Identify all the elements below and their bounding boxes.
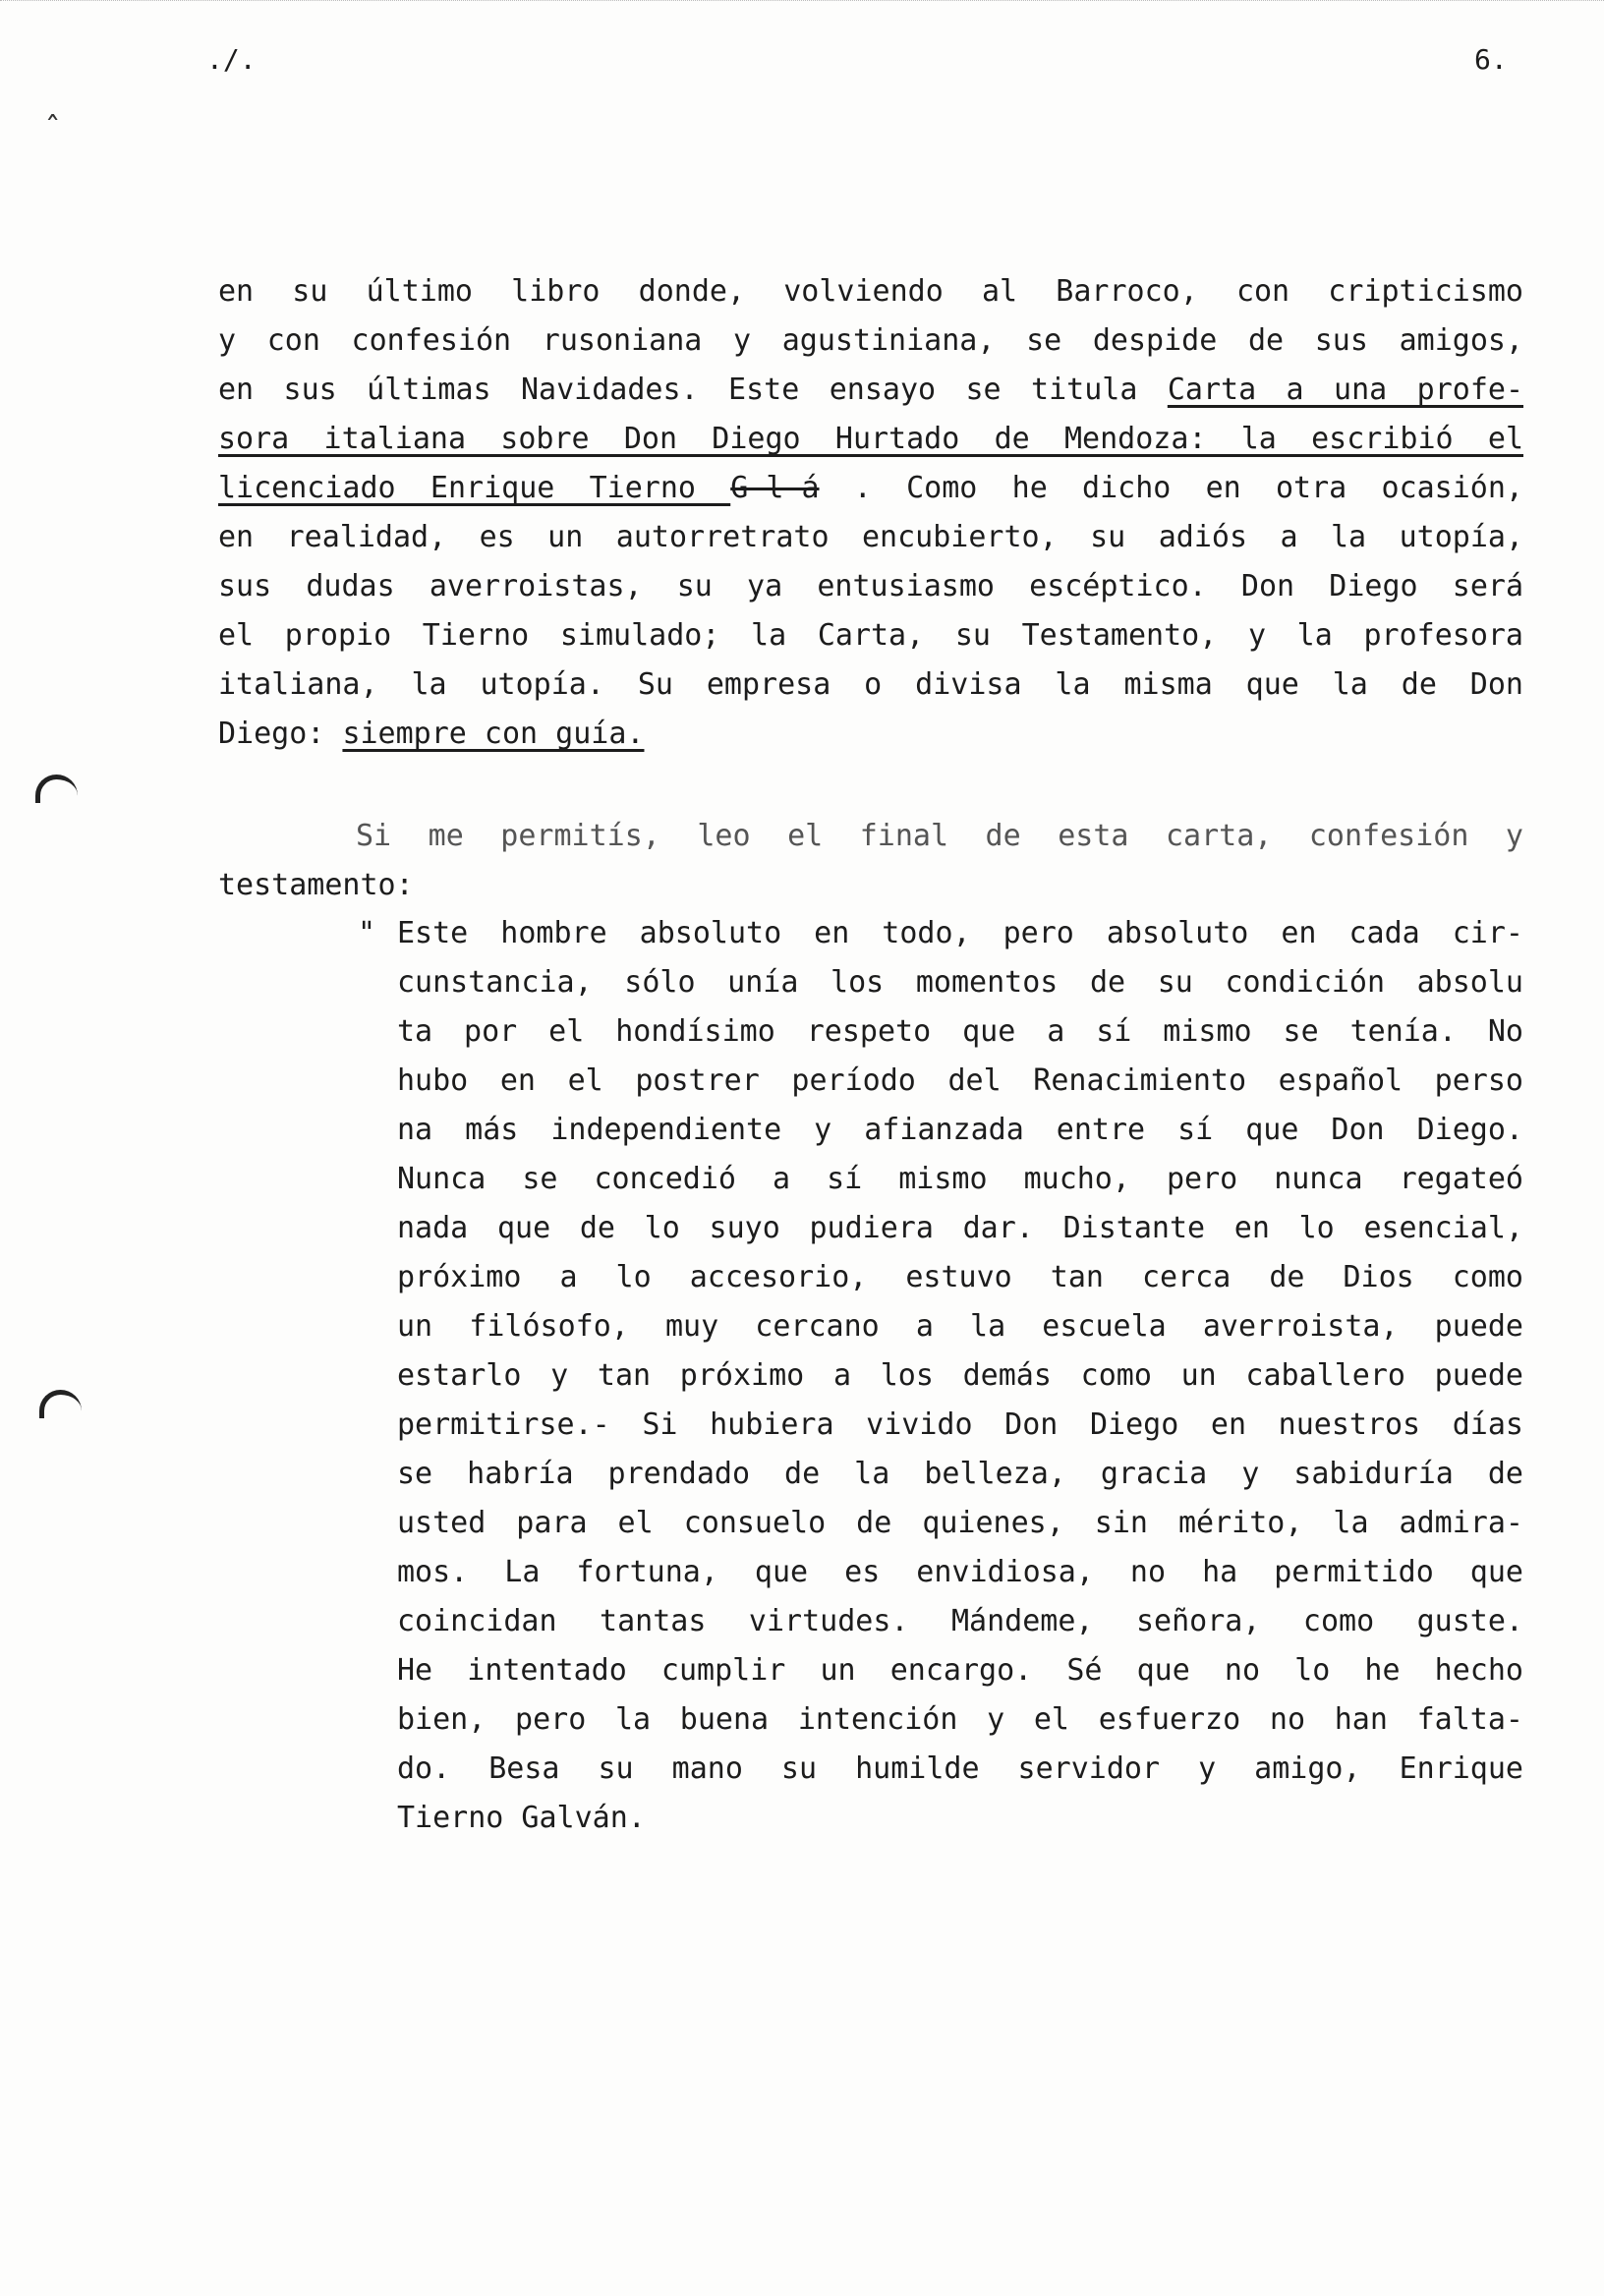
motto: siempre con guía. bbox=[342, 717, 645, 751]
text-line: el propio Tierno simulado; la Carta, su Testamento, y la profesora bbox=[218, 618, 1523, 653]
text-line: en su último libro donde, volviendo al Barroco, con cripticismo bbox=[218, 274, 1523, 309]
quote-line: Este hombre absoluto en todo, pero absoluto en cada cir- bbox=[397, 916, 1523, 950]
quote-line: na más independiente y afianzada entre sí que Don Diego. bbox=[397, 1113, 1523, 1147]
quote-line: nada que de lo suyo pudiera dar. Distante en lo esencial, bbox=[397, 1211, 1523, 1245]
continuation-mark: ./. bbox=[206, 43, 257, 76]
quote-line: cunstancia, sólo unía los momentos de su condición absolu bbox=[397, 965, 1523, 1000]
margin-mark: ˆ bbox=[43, 110, 63, 147]
quote-line: coincidan tantas virtudes. Mándeme, señora, como guste. bbox=[397, 1604, 1523, 1638]
text-line: testamento: bbox=[218, 868, 414, 902]
paragraph-reading bbox=[218, 812, 1523, 910]
text-line: sus dudas averroistas, su ya entusiasmo escéptico. Don Diego será bbox=[218, 569, 1523, 603]
text-line: en realidad, es un autorretrato encubierto, su adiós a la utopía, bbox=[218, 520, 1523, 554]
quote-line: estarlo y tan próximo a los demás como un caballero puede bbox=[397, 1358, 1523, 1393]
quote-line: próximo a lo accesorio, estuvo tan cerca de Dios como bbox=[397, 1260, 1523, 1294]
quote-line: bien, pero la buena intención y el esfuerzo no han falta- bbox=[397, 1702, 1523, 1737]
quote-line: permitirse.- Si hubiera vivido Don Diego en nuestros días bbox=[397, 1407, 1523, 1442]
quote-line: usted para el consuelo de quienes, sin mérito, la admira- bbox=[397, 1506, 1523, 1540]
essay-title-part: sora italiana sobre Don Diego Hurtado de Mendoza: la escribió el bbox=[218, 422, 1523, 456]
quote-open-mark: " bbox=[358, 916, 376, 950]
text-fragment: en sus últimas Navidades. Este ensayo se titula bbox=[218, 373, 1168, 407]
punch-hole-mark bbox=[35, 775, 78, 803]
scan-top-edge bbox=[0, 0, 1604, 11]
quote-line: hubo en el postrer período del Renacimiento español perso bbox=[397, 1063, 1523, 1098]
text-line bbox=[218, 366, 1523, 415]
text-line: y con confesión rusoniana y agustiniana, se despide de sus amigos, bbox=[218, 323, 1523, 358]
letter-quotation bbox=[397, 909, 1523, 1843]
quote-line: Nunca se concedió a sí mismo mucho, pero nunca regateó bbox=[397, 1162, 1523, 1196]
text-fragment: Diego: bbox=[218, 717, 343, 751]
quote-line: mos. La fortuna, que es envidiosa, no ha permitido que bbox=[397, 1555, 1523, 1589]
text-line: italiana, la utopía. Su empresa o divisa la misma que la de Don bbox=[218, 667, 1523, 702]
quote-line: Tierno Galván. bbox=[397, 1801, 646, 1835]
struck-text: G-l-á bbox=[730, 471, 820, 505]
essay-title-part: Carta a una profe- bbox=[1167, 373, 1524, 407]
quote-line: se habría prendado de la belleza, gracia y sabiduría de bbox=[397, 1457, 1523, 1491]
punch-hole-mark bbox=[39, 1390, 82, 1418]
essay-title-part: licenciado Enrique Tierno bbox=[218, 471, 731, 505]
quote-line: He intentado cumplir un encargo. Sé que no lo he hecho bbox=[397, 1653, 1523, 1688]
page-number: 6. bbox=[1474, 43, 1508, 76]
text-fragment: . Como he dicho en otra ocasión, bbox=[819, 471, 1523, 505]
text-line bbox=[218, 710, 1523, 759]
text-line bbox=[218, 464, 1523, 513]
quote-line: do. Besa su mano su humilde servidor y amigo, Enrique bbox=[397, 1751, 1523, 1786]
quote-line: ta por el hondísimo respeto que a sí mismo se tenía. No bbox=[397, 1014, 1523, 1049]
text-line: Si me permitís, leo el final de esta carta, confesión y bbox=[356, 819, 1523, 853]
paragraph-intro bbox=[218, 267, 1523, 759]
quote-line: un filósofo, muy cercano a la escuela averroista, puede bbox=[397, 1309, 1523, 1344]
